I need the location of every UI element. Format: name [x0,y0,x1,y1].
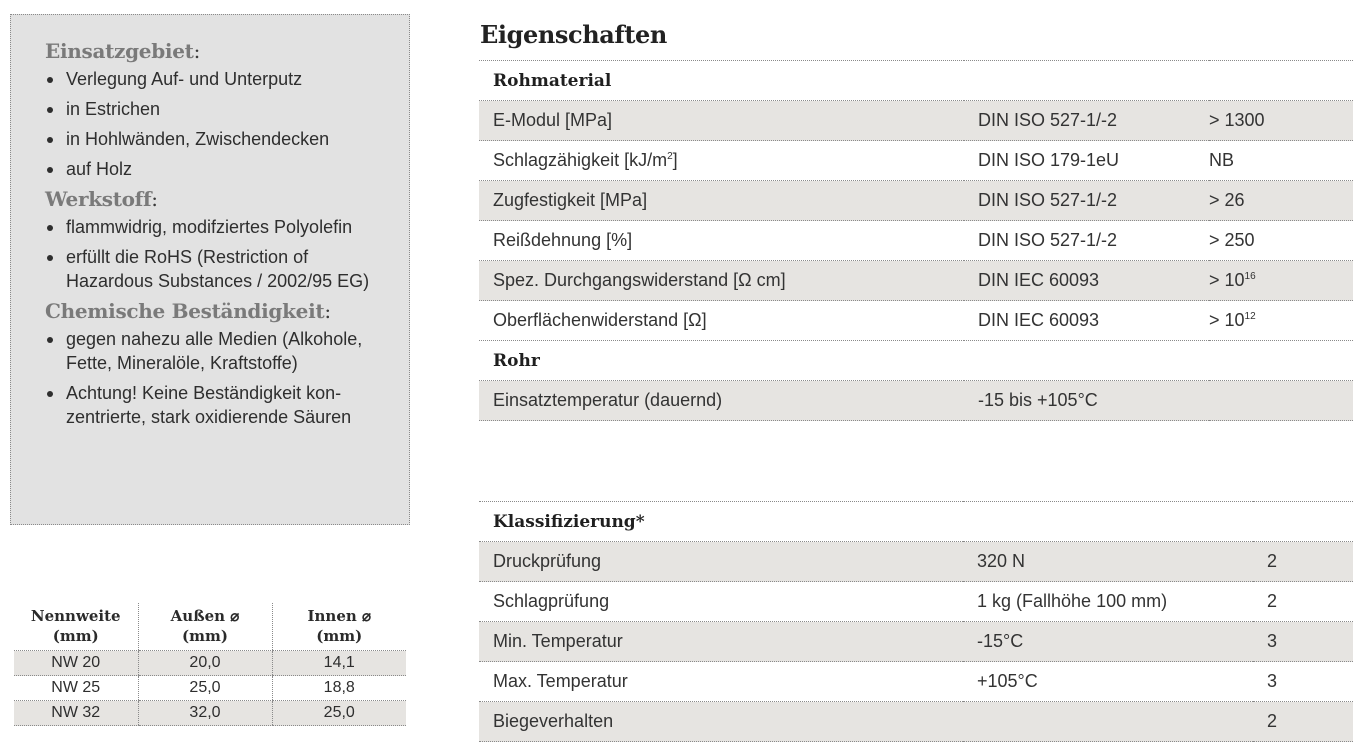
page-title: Eigenschaften [480,20,667,49]
cell-innen: 25,0 [272,701,406,726]
property-norm: DIN ISO 527-1/-2 [964,181,1209,221]
cell-nennweite: NW 20 [14,651,138,676]
list-item: erfüllt die RoHS (Restriction of Hazardous Substances / 2002/95 EG) [45,245,391,293]
property-name: Spez. Durchgangswiderstand [Ω cm] [479,261,964,301]
classification-table [479,501,1353,742]
dimensions-header-row [14,603,406,651]
table-row [14,701,406,726]
werkstoff-heading: Werkstoff: [45,187,158,211]
property-value: > 250 [1209,221,1353,261]
cell-innen: 14,1 [272,651,406,676]
list-item: gegen nahezu alle Medien (Alkohole, Fette, Mineralöle, Kraftstoffe) [45,327,391,375]
test-class: 3 [1253,662,1353,702]
properties-table [479,60,1353,421]
test-name: Min. Temperatur [479,622,963,662]
table-row [479,702,1353,742]
einsatzgebiet-heading: Einsatzgebiet: [45,39,201,63]
property-value [1209,381,1353,421]
section-title: Rohr [479,341,1353,381]
property-name: Schlagzähigkeit $[kJ/m^2]$ [479,141,964,181]
property-value: > $10^{12}$ [1209,301,1353,341]
header-nennweite: Nennweite (mm) [14,603,138,651]
property-name: Einsatztemperatur (dauernd) [479,381,964,421]
test-spec: 320 N [963,542,1253,582]
cell-aussen: 25,0 [138,676,272,701]
header-innen: Innen ⌀ (mm) [272,603,406,651]
property-norm: DIN IEC 60093 [964,301,1209,341]
header-aussen: Außen ⌀ (mm) [138,603,272,651]
table-row [479,181,1353,221]
table-row [479,101,1353,141]
section-title: Klassifizierung* [479,502,1353,542]
cell-aussen: 32,0 [138,701,272,726]
property-value: > $10^{16}$ [1209,261,1353,301]
test-spec: 1 kg (Fallhöhe 100 mm) [963,582,1253,622]
property-name: Zugfestigkeit [MPa] [479,181,964,221]
test-name: Max. Temperatur [479,662,963,702]
property-value: NB [1209,141,1353,181]
table-row [479,261,1353,301]
dimensions-table [14,603,406,726]
property-name: Reißdehnung [%] [479,221,964,261]
cell-innen: 18,8 [272,676,406,701]
property-name: Oberflächenwiderstand [Ω] [479,301,964,341]
info-box [10,14,410,525]
einsatzgebiet-list [45,67,391,181]
test-name: Schlagprüfung [479,582,963,622]
table-row [479,221,1353,261]
list-item: flammwidrig, modifziertes Polyolefin [45,215,391,239]
test-spec: +105°C [963,662,1253,702]
table-row [479,542,1353,582]
property-norm: DIN IEC 60093 [964,261,1209,301]
test-class: 2 [1253,542,1353,582]
test-spec: -15°C [963,622,1253,662]
cell-nennweite: NW 25 [14,676,138,701]
section-header-rohmaterial [479,61,1353,101]
table-row [479,662,1353,702]
property-value: > 1300 [1209,101,1353,141]
test-class: 3 [1253,622,1353,662]
chemische-bestaendigkeit-heading: Chemische Beständigkeit: [45,299,331,323]
property-norm: DIN ISO 527-1/-2 [964,221,1209,261]
cell-aussen: 20,0 [138,651,272,676]
chemische-bestaendigkeit-list [45,327,391,429]
cell-nennweite: NW 32 [14,701,138,726]
property-value: > 26 [1209,181,1353,221]
section-title: Rohmaterial [479,61,1353,101]
test-name: Druckprüfung [479,542,963,582]
section-header-rohr [479,341,1353,381]
section-header-klassifizierung [479,502,1353,542]
test-spec [963,702,1253,742]
list-item: Achtung! Keine Beständigkeit kon-zentrierte, stark oxidierende Säuren [45,381,391,429]
list-item: in Estrichen [45,97,391,121]
werkstoff-list [45,215,391,293]
table-row [479,381,1353,421]
property-norm: -15 bis +105°C [964,381,1209,421]
table-row [14,676,406,701]
table-row [14,651,406,676]
table-row [479,301,1353,341]
test-name: Biegeverhalten [479,702,963,742]
table-row [479,582,1353,622]
table-row [479,141,1353,181]
property-norm: DIN ISO 179-1eU [964,141,1209,181]
property-norm: DIN ISO 527-1/-2 [964,101,1209,141]
test-class: 2 [1253,582,1353,622]
test-class: 2 [1253,702,1353,742]
list-item: in Hohlwänden, Zwischendecken [45,127,391,151]
property-name: E-Modul [MPa] [479,101,964,141]
list-item: Verlegung Auf- und Unterputz [45,67,391,91]
table-row [479,622,1353,662]
list-item: auf Holz [45,157,391,181]
